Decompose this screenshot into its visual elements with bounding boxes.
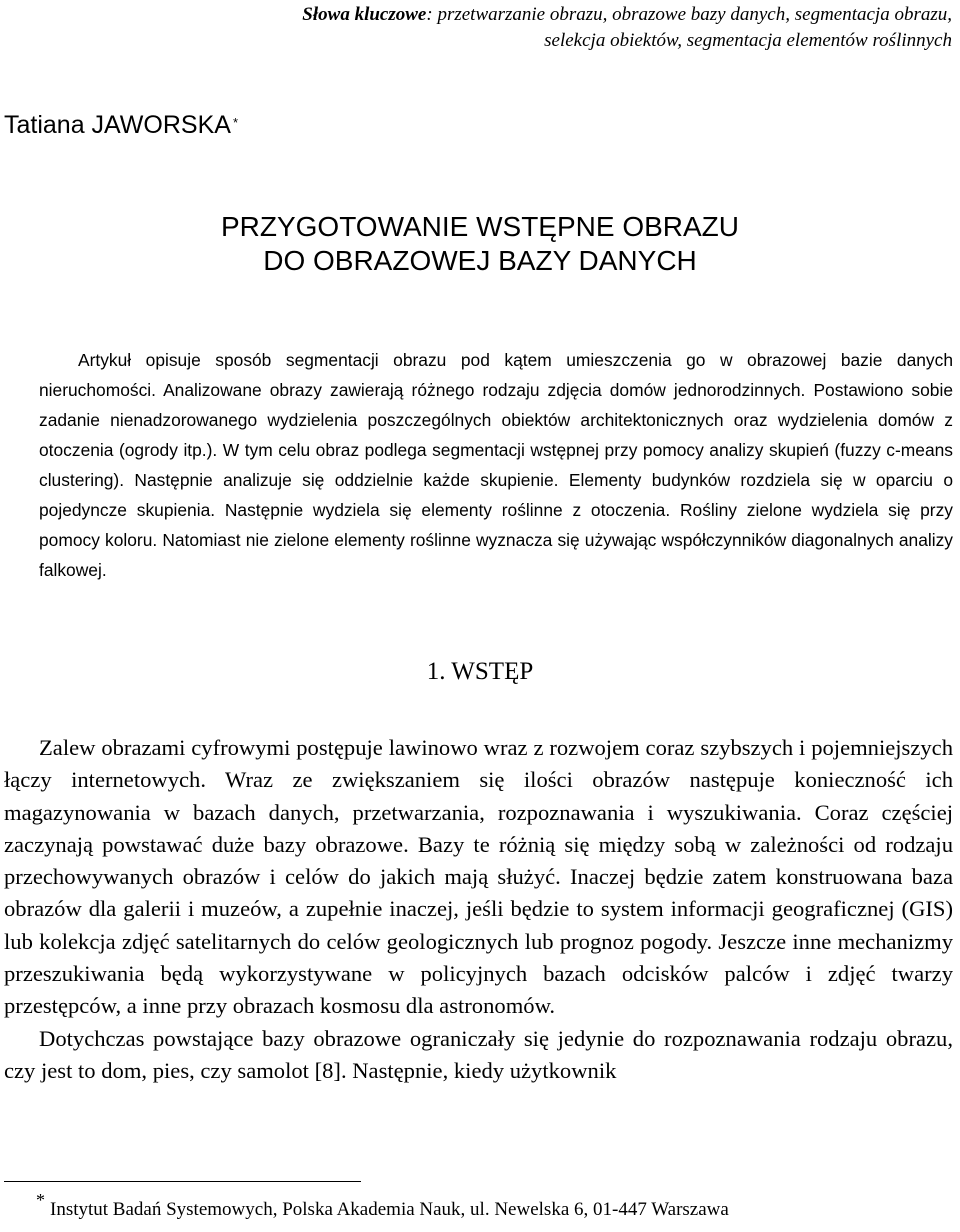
footnote-mark: * [36,1190,45,1210]
footnote [36,1190,729,1223]
body-paragraph-1: Zalew obrazami cyfrowymi postępuje lawinowo wraz z rozwojem coraz szybszych i pojemniejszych łączy internetowych. Wraz ze zwiększaniem się ilości obrazów następuje konieczność ich magazynowania w bazach danych, przetwarzania, rozpoznawania i wyszukiwania. Coraz częściej zaczynają powstawać duże bazy obrazowe. Bazy te różnią się między sobą w zależności od rodzaju przechowywanych obrazów i celów do jakich mają służyć. Inaczej będzie zatem konstruowana baza obrazów dla galerii i muzeów, a zupełnie inaczej, jeśli będzie to system informacji geograficznej (GIS) lub kolekcja zdjęć satelitarnych do celów geologicznych lub prognoz pogody. Jeszcze inne mechanizmy przeszukiwania będą wykorzystywane w policyjnych bazach odcisków palców i zdjęć twarzy przestępców, a inne przy obrazach kosmosu dla astronomów. [4,735,953,1019]
footnote-divider [4,1181,361,1182]
author-name: Tatiana JAWORSKA [4,111,231,139]
keywords-label: Słowa kluczowe [302,4,427,25]
footnote-text: Instytut Badań Systemowych, Polska Akademia Nauk, ul. Newelska 6, 01-447 Warszawa [50,1199,729,1220]
author [4,108,238,142]
body-paragraph-2: Dotychczas powstające bazy obrazowe ograniczały się jedynie do rozpoznawania rodzaju obrazu, czy jest to dom, pies, czy samolot [8]. Następnie, kiedy użytkownik [4,1025,953,1083]
title-line-2: DO OBRAZOWEJ BAZY DANYCH [263,245,697,276]
keywords-separator: : [426,4,438,25]
body-text [4,732,953,1087]
abstract: Artykuł opisuje sposób segmentacji obrazu pod kątem umieszczenia go w obrazowej bazie danych nieruchomości. Analizowane obrazy zawierają różnego rodzaju zdjęcia domów jednorodzinnych. Postawiono sobie zadanie nienadzorowanego wydzielenia poszczególnych obiektów architektonicznych oraz wydzielenia domów z otoczenia (ogrody itp.). W tym celu obraz podlega segmentacji wstępnej przy pomocy analizy skupień (fuzzy c-means clustering). Następnie analizuje się oddzielnie każde skupienie. Elementy budynków rozdziela się w oparciu o pojedyncze skupienia. Następnie wydziela się elementy roślinne z otoczenia. Rośliny zielone wydziela się przy pomocy koloru. Natomiast nie zielone elementy roślinne wyznacza się używając współczynników diagonalnych analizy falkowej. [39,350,953,580]
section-heading: 1. WSTĘP [426,658,534,685]
author-affiliation-mark: * [232,115,238,130]
keywords-text: przetwarzanie obrazu, obrazowe bazy danych, segmentacja obrazu, selekcja obiektów, segmentacja elementów roślinnych [437,4,952,51]
keywords [252,2,952,54]
paper-title [0,210,960,278]
title-line-1: PRZYGOTOWANIE WSTĘPNE OBRAZU [220,211,740,242]
